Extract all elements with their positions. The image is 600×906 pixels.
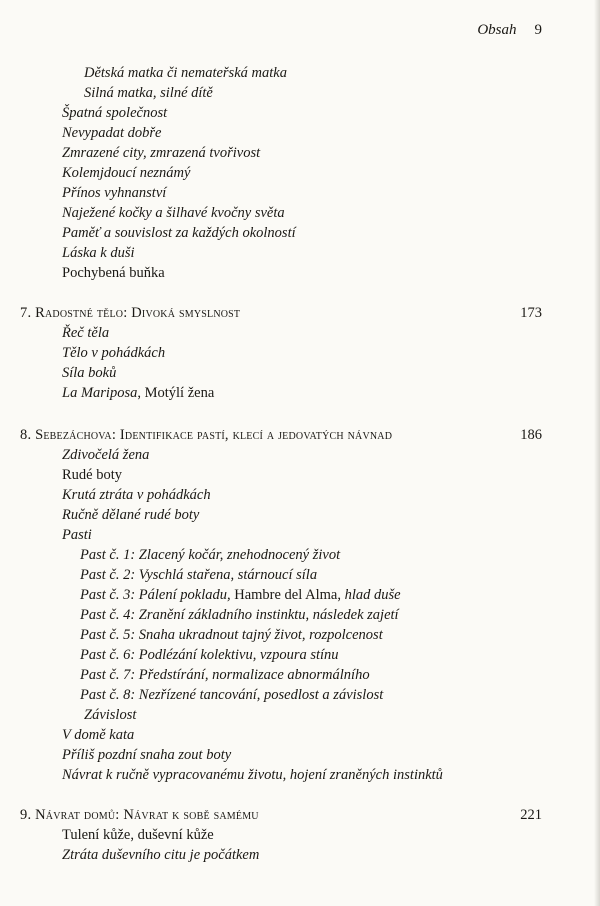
toc-entry: Síla boků <box>62 365 117 381</box>
toc-entry: Zmrazené city, zmrazená tvořivost <box>62 145 261 161</box>
toc-entry: Špatná společnost <box>62 105 168 121</box>
toc-entry: Závislost <box>84 707 137 723</box>
toc-entry <box>62 384 214 402</box>
header-page-number: 9 <box>534 22 542 38</box>
toc-entry: Ručně dělané rudé boty <box>62 507 200 523</box>
toc-entry: Rudé boty <box>62 467 123 483</box>
toc-entry: V domě kata <box>62 727 135 743</box>
toc-entry-italic: La Mariposa <box>62 385 138 401</box>
toc-entry <box>80 586 401 604</box>
toc-entry-italic: Past č. 3: Pálení pokladu, <box>80 587 235 603</box>
toc-entry: Krutá ztráta v pohádkách <box>62 487 211 503</box>
chapter-title: 9. Návrat domů: Návrat k sobě samému <box>20 807 259 823</box>
chapter-title: 8. Sebezáchova: Identifikace pastí, klecí a jedovatých návnad <box>20 427 393 443</box>
toc-entry: Past č. 6: Podlézání kolektivu, vzpoura stínu <box>80 647 339 663</box>
toc-entry: Paměť a souvislost za každých okolností <box>62 225 296 241</box>
toc-entry: Past č. 7: Předstírání, normalizace abnormálního <box>80 667 370 683</box>
toc-entry: Past č. 1: Zlacený kočár, znehodnocený život <box>80 547 341 563</box>
toc-entry: Tělo v pohádkách <box>62 345 166 361</box>
toc-entry: Silná matka, silné dítě <box>84 85 213 101</box>
toc-entry: Kolemjdoucí neznámý <box>62 165 191 181</box>
chapter-heading-9 <box>20 806 542 824</box>
header-title: Obsah <box>477 22 517 38</box>
toc-entry: Past č. 4: Zranění základního instinktu, následek zajetí <box>80 607 399 623</box>
toc-entry: Past č. 2: Vyschlá stařena, stárnoucí síla <box>80 567 318 583</box>
toc-entry: Tulení kůže, duševní kůže <box>62 827 214 843</box>
toc-entry: Zdivočelá žena <box>62 447 150 463</box>
toc-entry: Příliš pozdní snaha zout boty <box>62 747 232 763</box>
toc-entry: Přínos vyhnanství <box>62 185 167 201</box>
toc-entry: Past č. 8: Nezřízené tancování, posedlost a závislost <box>80 687 384 703</box>
chapter-heading-8 <box>20 426 542 444</box>
chapter-page-number: 186 <box>520 427 542 443</box>
toc-entry: Naježené kočky a šilhavé kvočny světa <box>62 205 285 221</box>
toc-entry: Pochybená buňka <box>62 265 165 281</box>
chapter-page-number: 173 <box>520 305 542 321</box>
toc-entry: Past č. 5: Snaha ukradnout tajný život, rozpolcenost <box>80 627 383 643</box>
toc-entry: Řeč těla <box>62 325 110 341</box>
toc-entry-italic: hlad duše <box>344 587 401 603</box>
chapter-title: 7. Radostné tělo: Divoká smyslnost <box>20 305 241 321</box>
toc-entry: Ztráta duševního citu je počátkem <box>62 847 260 863</box>
chapter-page-number: 221 <box>520 807 542 823</box>
toc-entry: Dětská matka či nemateřská matka <box>84 65 287 81</box>
toc-entry: Nevypadat dobře <box>62 125 162 141</box>
running-header <box>477 22 542 39</box>
page-edge-shadow <box>594 0 600 906</box>
toc-entry-roman: Hambre del Alma, <box>234 587 345 603</box>
toc-entry: Láska k duši <box>62 245 135 261</box>
chapter-heading-7 <box>20 304 542 322</box>
toc-entry: Pasti <box>62 527 92 543</box>
toc-entry-roman: , Motýlí žena <box>137 385 215 401</box>
toc-entry: Návrat k ručně vypracovanému životu, hojení zraněných instinktů <box>62 767 443 783</box>
